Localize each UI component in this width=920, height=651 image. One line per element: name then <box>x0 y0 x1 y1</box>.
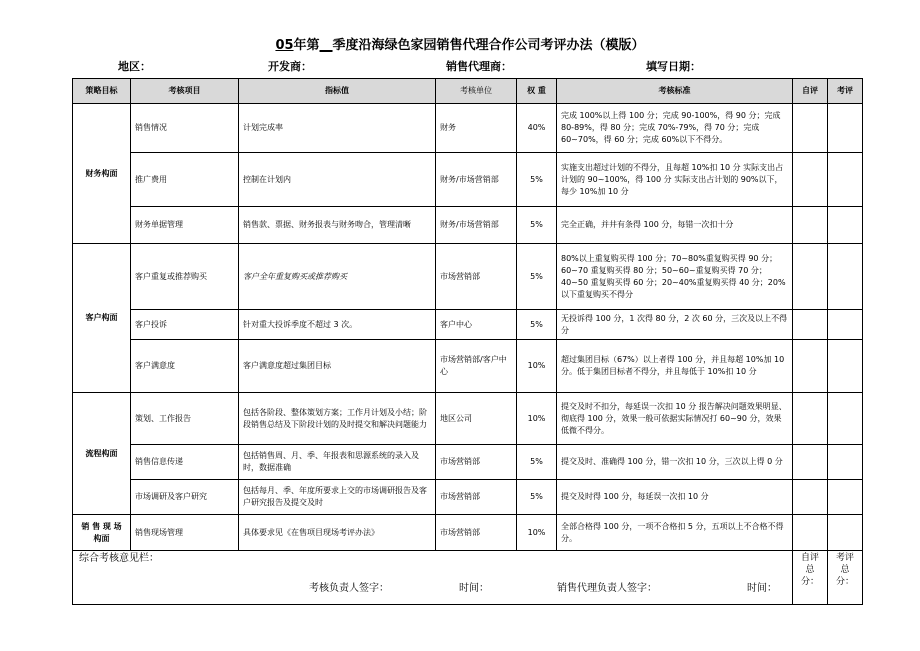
table-row <box>73 244 863 310</box>
row-standard: 完成 100%以上得 100 分；完成 90-100%，得 90 分；完成 80-89%，得 80 分；完成 70%-79%，得 70 分；完成 60~70%，得 60 分；完成 60%以下不得分。 <box>557 104 793 153</box>
row-unit: 市场营销部/客户中心 <box>436 340 517 393</box>
row-unit: 市场营销部 <box>436 244 517 310</box>
table-row <box>73 207 863 244</box>
row-standard: 无投诉得 100 分，1 次得 80 分，2 次 60 分，三次及以上不得分 <box>557 310 793 340</box>
row-indicator: 客户全年重复购买或推荐购买 <box>239 244 436 310</box>
title-rest: 季度沿海绿色家园销售代理合作公司考评办法（模版） <box>332 38 645 53</box>
row-item: 推广费用 <box>131 153 239 207</box>
review-score-cell[interactable] <box>828 480 863 515</box>
table-row <box>73 104 863 153</box>
header-unit: 考核单位 <box>436 79 517 104</box>
row-indicator: 具体要求见《在售项目现场考评办法》 <box>239 515 436 551</box>
row-standard: 实施支出超过计划的不得分，且每超 10%扣 10 分 实际支出占计划的 90~100%，得 100 分 实际支出占计划的 90%以下，每少 10%加 10 分 <box>557 153 793 207</box>
row-unit: 市场营销部 <box>436 515 517 551</box>
table-row <box>73 515 863 551</box>
row-standard: 提交及时、准确得 100 分，错一次扣 10 分，三次以上得 0 分 <box>557 445 793 480</box>
row-item: 销售情况 <box>131 104 239 153</box>
row-weight: 5% <box>517 310 557 340</box>
comment-row <box>73 551 863 605</box>
table-header <box>73 79 863 104</box>
title-blank[interactable]: __ <box>319 38 333 53</box>
row-unit: 市场营销部 <box>436 445 517 480</box>
review-score-cell[interactable] <box>828 244 863 310</box>
row-item: 策划、工作报告 <box>131 393 239 445</box>
row-item: 销售信息传递 <box>131 445 239 480</box>
row-weight: 10% <box>517 515 557 551</box>
review-total-cell[interactable]: 考评总分： <box>828 551 863 605</box>
row-unit: 地区公司 <box>436 393 517 445</box>
row-standard: 全部合格得 100 分，一项不合格扣 5 分，五项以上不合格不得分。 <box>557 515 793 551</box>
self-total-cell[interactable]: 自评总分： <box>793 551 828 605</box>
header-self: 自评 <box>793 79 828 104</box>
row-indicator: 控制在计划内 <box>239 153 436 207</box>
row-weight: 5% <box>517 480 557 515</box>
row-standard: 完全正确，并井有条得 100 分，每错一次扣十分 <box>557 207 793 244</box>
row-weight: 5% <box>517 207 557 244</box>
self-score-cell[interactable] <box>793 244 828 310</box>
date-label: 填写日期： <box>646 60 701 73</box>
row-weight: 5% <box>517 445 557 480</box>
table-row <box>73 445 863 480</box>
info-row <box>0 58 920 74</box>
row-unit: 财务/市场营销部 <box>436 153 517 207</box>
row-item: 客户满意度 <box>131 340 239 393</box>
review-score-cell[interactable] <box>828 310 863 340</box>
table-row <box>73 340 863 393</box>
review-score-cell[interactable] <box>828 393 863 445</box>
row-item: 市场调研及客户研究 <box>131 480 239 515</box>
table-row <box>73 393 863 445</box>
category-finance: 财务构面 <box>73 104 131 244</box>
header-item: 考核项目 <box>131 79 239 104</box>
self-score-cell[interactable] <box>793 310 828 340</box>
row-standard: 提交及时得 100 分，每延误一次扣 10 分 <box>557 480 793 515</box>
row-unit: 市场营销部 <box>436 480 517 515</box>
row-weight: 10% <box>517 393 557 445</box>
row-indicator: 客户满意度超过集团目标 <box>239 340 436 393</box>
review-score-cell[interactable] <box>828 515 863 551</box>
table-row <box>73 480 863 515</box>
review-score-cell[interactable] <box>828 445 863 480</box>
time-label-2: 时间： <box>747 583 777 594</box>
category-site: 销 售 现 场 构面 <box>73 515 131 551</box>
self-score-cell[interactable] <box>793 445 828 480</box>
row-weight: 5% <box>517 153 557 207</box>
row-standard: 超过集团目标（67%）以上者得 100 分，并且每超 10%加 10 分。低于集团目标者不得分，并且每低于 10%扣 10 分 <box>557 340 793 393</box>
self-score-cell[interactable] <box>793 515 828 551</box>
header-standard: 考核标准 <box>557 79 793 104</box>
header-weight: 权 重 <box>517 79 557 104</box>
category-process: 流程构面 <box>73 393 131 515</box>
row-weight: 10% <box>517 340 557 393</box>
region-label: 地区： <box>118 60 151 73</box>
row-indicator: 包括各阶段、整体策划方案；工作月计划及小结；阶段销售总结及下阶段计划的及时提交和解决问题能力 <box>239 393 436 445</box>
row-indicator: 计划完成率 <box>239 104 436 153</box>
row-indicator: 销售款、票据、财务报表与财务吻合，管理清晰 <box>239 207 436 244</box>
row-indicator: 针对重大投诉季度不超过 3 次。 <box>239 310 436 340</box>
review-score-cell[interactable] <box>828 340 863 393</box>
header-indicator: 指标值 <box>239 79 436 104</box>
time-label-1: 时间： <box>459 583 489 594</box>
row-item: 客户重复或推荐购买 <box>131 244 239 310</box>
row-item: 销售现场管理 <box>131 515 239 551</box>
reviewer-signature-label: 考核负责人签字： <box>309 583 389 594</box>
category-customer: 客户构面 <box>73 244 131 393</box>
comment-label: 综合考核意见栏： <box>79 553 159 564</box>
title-year: 05 <box>275 38 294 53</box>
evaluation-table <box>72 78 863 605</box>
title-mid: 年第 <box>293 38 320 53</box>
self-score-cell[interactable] <box>793 393 828 445</box>
row-weight: 5% <box>517 244 557 310</box>
agent-signature-label: 销售代理负责人签字： <box>557 583 657 594</box>
row-unit: 财务 <box>436 104 517 153</box>
review-score-cell[interactable] <box>828 153 863 207</box>
row-weight: 40% <box>517 104 557 153</box>
self-score-cell[interactable] <box>793 340 828 393</box>
row-standard: 提交及时不扣分，每延误一次扣 10 分 报告解决问题效果明显、彻底得 100 分，效果一般可依据实际情况打 60~90 分，效果低微不得分。 <box>557 393 793 445</box>
row-standard: 80%以上重复购买得 100 分；70~80%重复购买得 90 分；60~70 重复购买得 80 分；50~60~重复购买得 70 分；40~50 重复购买得 60 分；20~40%重复购买得 40 分；20%以下重复购买不得分 <box>557 244 793 310</box>
review-score-cell[interactable] <box>828 207 863 244</box>
self-score-cell[interactable] <box>793 153 828 207</box>
header-category: 策略目标 <box>73 79 131 104</box>
developer-label: 开发商： <box>268 60 312 73</box>
row-indicator: 包括销售周、月、季、年报表和思源系统的录入及时，数据准确 <box>239 445 436 480</box>
document-title <box>0 34 920 53</box>
self-score-cell[interactable] <box>793 104 828 153</box>
review-score-cell[interactable] <box>828 104 863 153</box>
table-row <box>73 310 863 340</box>
row-indicator: 包括每月、季、年度所要求上交的市场调研报告及客户研究报告及提交及时 <box>239 480 436 515</box>
row-unit: 财务/市场营销部 <box>436 207 517 244</box>
comment-cell[interactable] <box>73 551 793 605</box>
row-item: 客户投诉 <box>131 310 239 340</box>
self-score-cell[interactable] <box>793 207 828 244</box>
signature-line <box>79 565 786 597</box>
row-item: 财务单据管理 <box>131 207 239 244</box>
row-unit: 客户中心 <box>436 310 517 340</box>
agent-label: 销售代理商： <box>446 60 512 73</box>
table-row <box>73 153 863 207</box>
header-review: 考评 <box>828 79 863 104</box>
self-score-cell[interactable] <box>793 480 828 515</box>
